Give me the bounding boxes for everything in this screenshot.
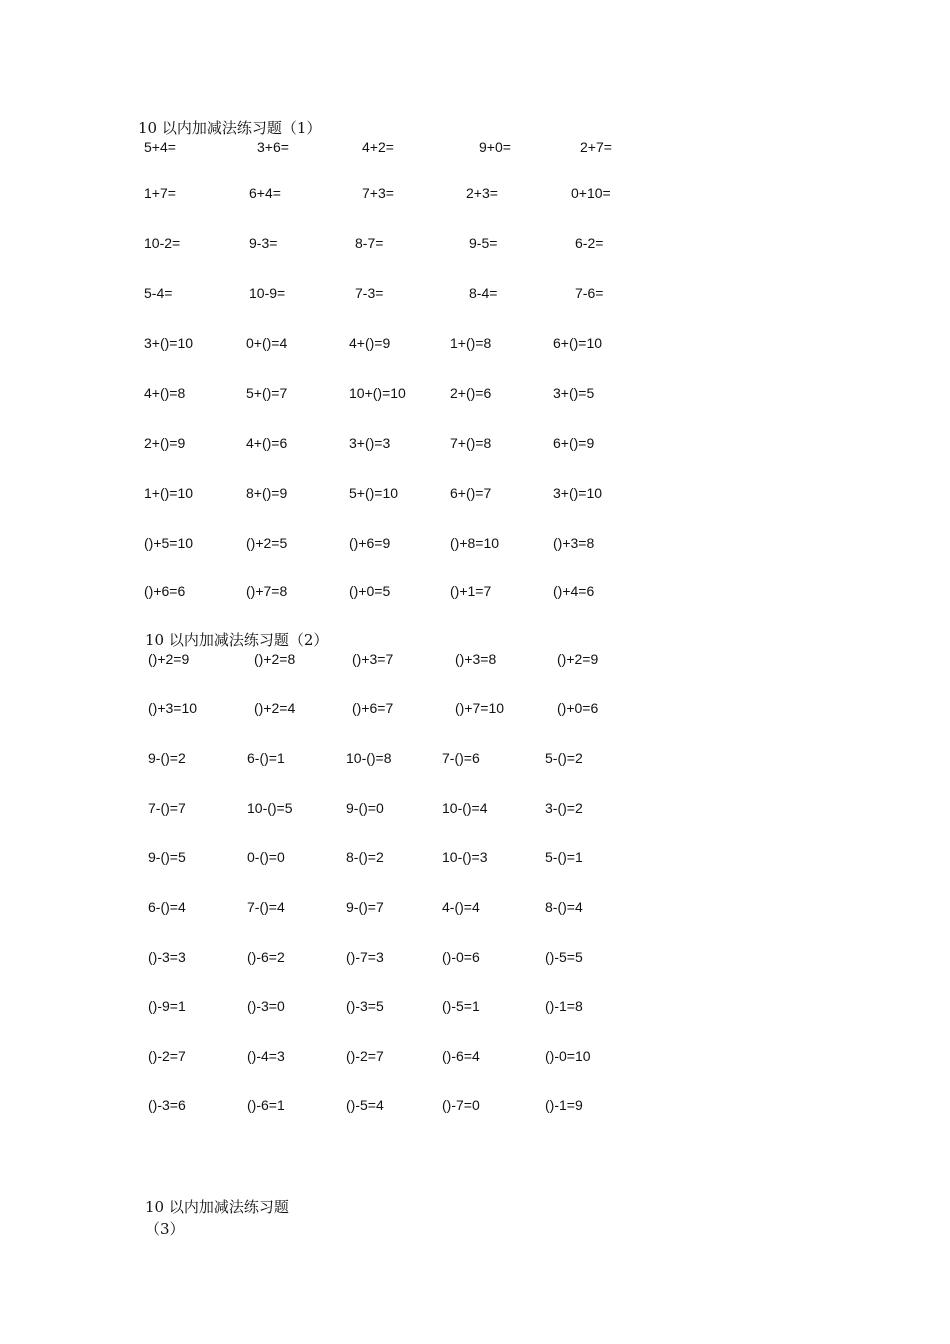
problem-item: 10-()=5 (247, 800, 293, 816)
problem-item: ()+2=9 (557, 651, 599, 667)
problem-row (0, 385, 950, 405)
problem-row (0, 949, 950, 969)
problem-item: 6-2= (575, 235, 604, 251)
problem-item: ()+3=8 (455, 651, 497, 667)
problem-item: 7-()=6 (442, 750, 480, 766)
problem-row (0, 700, 950, 720)
problem-item: 0+10= (571, 185, 611, 201)
problem-item: 4+2= (362, 139, 394, 155)
problem-row (0, 998, 950, 1018)
problem-item: ()+7=10 (455, 700, 505, 716)
problem-item: 4+()=6 (246, 435, 288, 451)
problem-item: 6+4= (249, 185, 281, 201)
problem-row (0, 800, 950, 820)
problem-row (0, 1048, 950, 1068)
problem-item: 10-()=8 (346, 750, 392, 766)
problem-item: 5-()=2 (545, 750, 583, 766)
problem-item: ()+0=6 (557, 700, 599, 716)
problem-item: 9-()=0 (346, 800, 384, 816)
problem-item: 3+6= (257, 139, 289, 155)
problem-item: ()+6=6 (144, 583, 186, 599)
problem-item: 1+()=10 (144, 485, 194, 501)
problem-item: 10-2= (144, 235, 181, 251)
problem-item: 9-3= (249, 235, 278, 251)
problem-item: 0+()=4 (246, 335, 288, 351)
problem-item: 4+()=9 (349, 335, 391, 351)
problem-item: 2+3= (466, 185, 498, 201)
problem-item: 7-()=7 (148, 800, 186, 816)
problem-item: 10+()=10 (349, 385, 406, 401)
problem-item: 2+()=9 (144, 435, 186, 451)
problem-item: 1+7= (144, 185, 176, 201)
problem-item: 7-()=4 (247, 899, 285, 915)
problem-item: 3+()=3 (349, 435, 391, 451)
problem-item: 10-9= (249, 285, 286, 301)
problem-item: ()-0=10 (545, 1048, 591, 1064)
problem-item: 7+()=8 (450, 435, 492, 451)
problem-item: ()-5=4 (346, 1097, 384, 1113)
problem-item: ()+2=8 (254, 651, 296, 667)
problem-item: ()+6=9 (349, 535, 391, 551)
problem-item: 6-()=1 (247, 750, 285, 766)
problem-item: 8-()=4 (545, 899, 583, 915)
problem-item: 3-()=2 (545, 800, 583, 816)
problem-item: 3+()=5 (553, 385, 595, 401)
problem-item: 9-5= (469, 235, 498, 251)
problem-item: ()-0=6 (442, 949, 480, 965)
problem-item: 3+()=10 (144, 335, 194, 351)
problem-row (0, 1097, 950, 1117)
problem-row (0, 335, 950, 355)
problem-item: 7-6= (575, 285, 604, 301)
problem-row (0, 185, 950, 205)
problem-row (0, 651, 950, 671)
problem-item: 0-()=0 (247, 849, 285, 865)
problem-item: 8-4= (469, 285, 498, 301)
problem-item: 5+()=7 (246, 385, 288, 401)
problem-item: 3+()=10 (553, 485, 603, 501)
problem-item: 6-()=4 (148, 899, 186, 915)
problem-item: ()+3=8 (553, 535, 595, 551)
problem-item: ()+2=4 (254, 700, 296, 716)
problem-row (0, 235, 950, 255)
problem-item: 1+()=8 (450, 335, 492, 351)
problem-item: 6+()=10 (553, 335, 603, 351)
problem-item: 9+0= (479, 139, 511, 155)
problem-item: 5+()=10 (349, 485, 399, 501)
problem-item: 5-()=1 (545, 849, 583, 865)
problem-item: 8-7= (355, 235, 384, 251)
problem-row (0, 485, 950, 505)
problem-item: 4-()=4 (442, 899, 480, 915)
problem-item: ()+2=9 (148, 651, 190, 667)
problem-item: 2+()=6 (450, 385, 492, 401)
problem-item: ()+4=6 (553, 583, 595, 599)
problem-row (0, 849, 950, 869)
problem-row (0, 139, 950, 159)
problem-row (0, 750, 950, 770)
problem-item: 8+()=9 (246, 485, 288, 501)
problem-item: ()-3=5 (346, 998, 384, 1014)
problem-row (0, 435, 950, 455)
problem-item: ()-9=1 (148, 998, 186, 1014)
problem-item: ()-3=0 (247, 998, 285, 1014)
problem-item: 7+3= (362, 185, 394, 201)
problem-item: 7-3= (355, 285, 384, 301)
problem-item: ()+1=7 (450, 583, 492, 599)
problem-item: 8-()=2 (346, 849, 384, 865)
problem-item: ()-1=9 (545, 1097, 583, 1113)
problem-item: ()+5=10 (144, 535, 194, 551)
problem-item: 5-4= (144, 285, 173, 301)
problem-item: ()-1=8 (545, 998, 583, 1014)
problem-row (0, 583, 950, 603)
problem-row (0, 285, 950, 305)
problem-item: ()+0=5 (349, 583, 391, 599)
problem-item: ()-7=0 (442, 1097, 480, 1113)
problem-item: ()+3=7 (352, 651, 394, 667)
problem-item: ()-4=3 (247, 1048, 285, 1064)
section3-title-number: （3） (145, 1220, 185, 1238)
problem-item: ()-2=7 (148, 1048, 186, 1064)
problem-item: 6+()=9 (553, 435, 595, 451)
problem-item: ()+6=7 (352, 700, 394, 716)
problem-item: ()+8=10 (450, 535, 500, 551)
problem-item: 9-()=5 (148, 849, 186, 865)
problem-item: ()-3=6 (148, 1097, 186, 1113)
problem-item: ()-7=3 (346, 949, 384, 965)
problem-item: ()-2=7 (346, 1048, 384, 1064)
section1-title: 10 以内加减法练习题（1） (138, 119, 322, 137)
problem-item: ()+3=10 (148, 700, 198, 716)
problem-row (0, 899, 950, 919)
problem-item: ()+2=5 (246, 535, 288, 551)
problem-item: ()-5=5 (545, 949, 583, 965)
problem-item: ()-3=3 (148, 949, 186, 965)
problem-item: 6+()=7 (450, 485, 492, 501)
problem-item: ()-6=2 (247, 949, 285, 965)
section3-title: 10 以内加减法练习题 (145, 1198, 289, 1216)
section2-title: 10 以内加减法练习题（2） (145, 631, 329, 649)
problem-item: ()+7=8 (246, 583, 288, 599)
problem-row (0, 535, 950, 555)
problem-item: 2+7= (580, 139, 612, 155)
problem-item: ()-5=1 (442, 998, 480, 1014)
problem-item: 9-()=7 (346, 899, 384, 915)
problem-item: 5+4= (144, 139, 176, 155)
problem-item: 10-()=4 (442, 800, 488, 816)
problem-item: ()-6=1 (247, 1097, 285, 1113)
problem-item: 4+()=8 (144, 385, 186, 401)
problem-item: 10-()=3 (442, 849, 488, 865)
problem-item: ()-6=4 (442, 1048, 480, 1064)
problem-item: 9-()=2 (148, 750, 186, 766)
